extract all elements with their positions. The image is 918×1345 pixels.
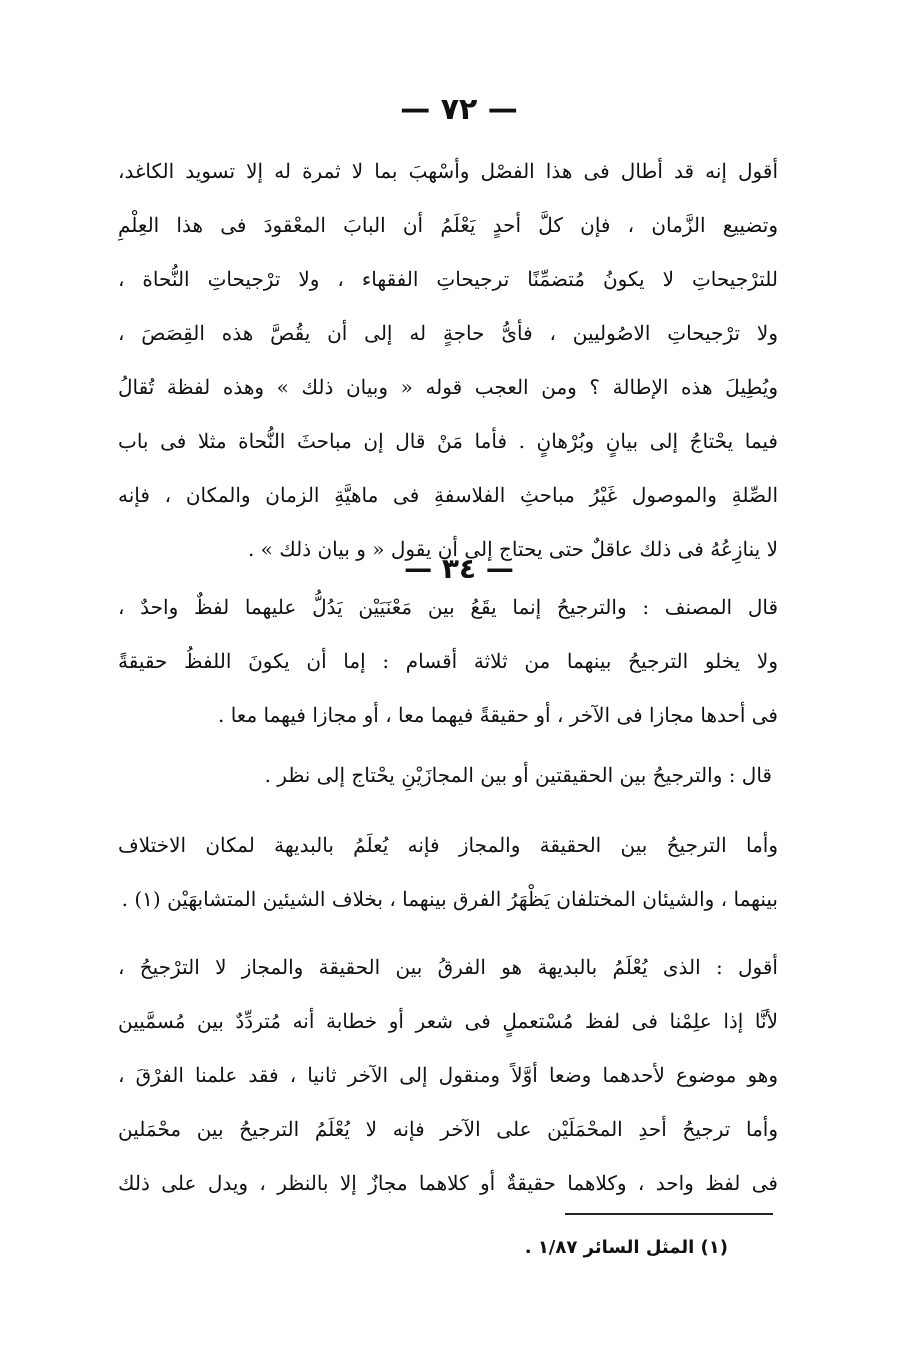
text-line: ولا ترْجيحاتِ الاصُوليين ، فأىُّ حاجةٍ له إلى أن يقُصَّ هذه القِصَصَ ، xyxy=(118,321,778,345)
text-line: فى لفظ واحد ، وكلاهما حقيقةٌ أو كلاهما مجازٌ إلا بالنظر ، ويدل على ذلك xyxy=(118,1171,778,1195)
text-line: قال المصنف : والترجيحُ إنما يقَعُ بين مَعْنَيَيْن يَدُلُّ عليهما لفظٌ واحدٌ ، xyxy=(118,595,778,619)
text-line: فيما يحْتاجُ إلى بيانٍ وبُرْهانٍ . فأما مَنْ قال إن مباحثَ النُّحاة مثلا فى باب xyxy=(118,429,778,453)
paragraph-author-quote-3 xyxy=(118,818,778,926)
text-line: ويُطِيلَ هذه الإطالة ؟ ومن العجب قوله « وبيان ذلك » وهذه لفظة تُقالُ xyxy=(118,375,778,399)
page-number: — ٧٢ — xyxy=(400,92,518,127)
text-line: أقول : الذى يُعْلَمُ بالبديهة هو الفرقُ بين الحقيقة والمجاز لا الترْجيحُ ، xyxy=(118,955,778,979)
text-line: أقول إنه قد أطال فى هذا الفصْل وأسْهبَ بما لا ثمرة له إلا تسويد الكاغد، xyxy=(118,159,778,183)
text-line: لا ينازِعُهُ فى ذلك عاقلٌ حتى يحتاج إلى أن يقول « و بيان ذلك » . xyxy=(247,537,778,561)
text-line: الصِّلةِ والموصول غَيْرُ مباحثِ الفلاسفةِ فى ماهيَّةِ الزمان والمكان ، فإنه xyxy=(118,483,778,507)
text-line: بينهما ، والشيئان المختلفان يَظْهَرُ الفرق بينهما ، بخلاف الشيئين المتشابهَيْن (١) . xyxy=(121,887,778,911)
text-line: وهو موضوع لأحدهما وضعا أوَّلاً ومنقول إلى الآخر ثانيا ، فقد علمنا الفرْقَ ، xyxy=(118,1063,778,1087)
paragraph-author-quote-2 xyxy=(118,748,778,802)
text-line: قال : والترجيحُ بين الحقيقتين أو بين المجازَيْنِ يحْتاج إلى نظر . xyxy=(264,763,772,787)
text-line: وتضييع الزَّمان ، فإن كلَّ أحدٍ يَعْلَمُ أن البابَ المعْقودَ فى هذا العِلْمِ xyxy=(118,213,778,237)
paragraph-author-quote-1 xyxy=(118,580,778,742)
text-line: ولا يخلو الترجيحُ بينهما من ثلاثة أقسام : إما أن يكونَ اللفظُ حقيقةً xyxy=(118,649,778,673)
paragraph-commentary-1 xyxy=(118,144,778,576)
text-line: فى أحدها مجازا فى الآخر ، أو حقيقةً فيهما معا ، أو مجازا فيهما معا . xyxy=(217,703,778,727)
text-line: وأما ترجيحُ أحدِ المحْمَلَيْن على الآخر فإنه لا يُعْلَمُ الترجيحُ بين محْمَلين xyxy=(118,1117,778,1141)
text-line: لأنَّا إذا علِمْنا فى لفظ مُسْتعملٍ فى شعر أو خطابة أنه مُتردِّدٌ بين مُسمَّيين xyxy=(118,1009,778,1033)
footnote: (١) المثل السائر ١/٨٧ . xyxy=(524,1237,728,1258)
paragraph-commentary-2 xyxy=(118,940,778,1210)
text-line: للترْجيحاتِ لا يكونُ مُتضمِّنًا ترجيحاتِ الفقهاء ، ولا ترْجيحاتِ النُّحاة ، xyxy=(118,267,778,291)
text-line: وأما الترجيحُ بين الحقيقة والمجاز فإنه يُعلَمُ بالبديهة لمكان الاختلاف xyxy=(118,833,778,857)
section-number: — ٣٤ — xyxy=(404,552,514,585)
footnote-separator xyxy=(565,1213,773,1215)
